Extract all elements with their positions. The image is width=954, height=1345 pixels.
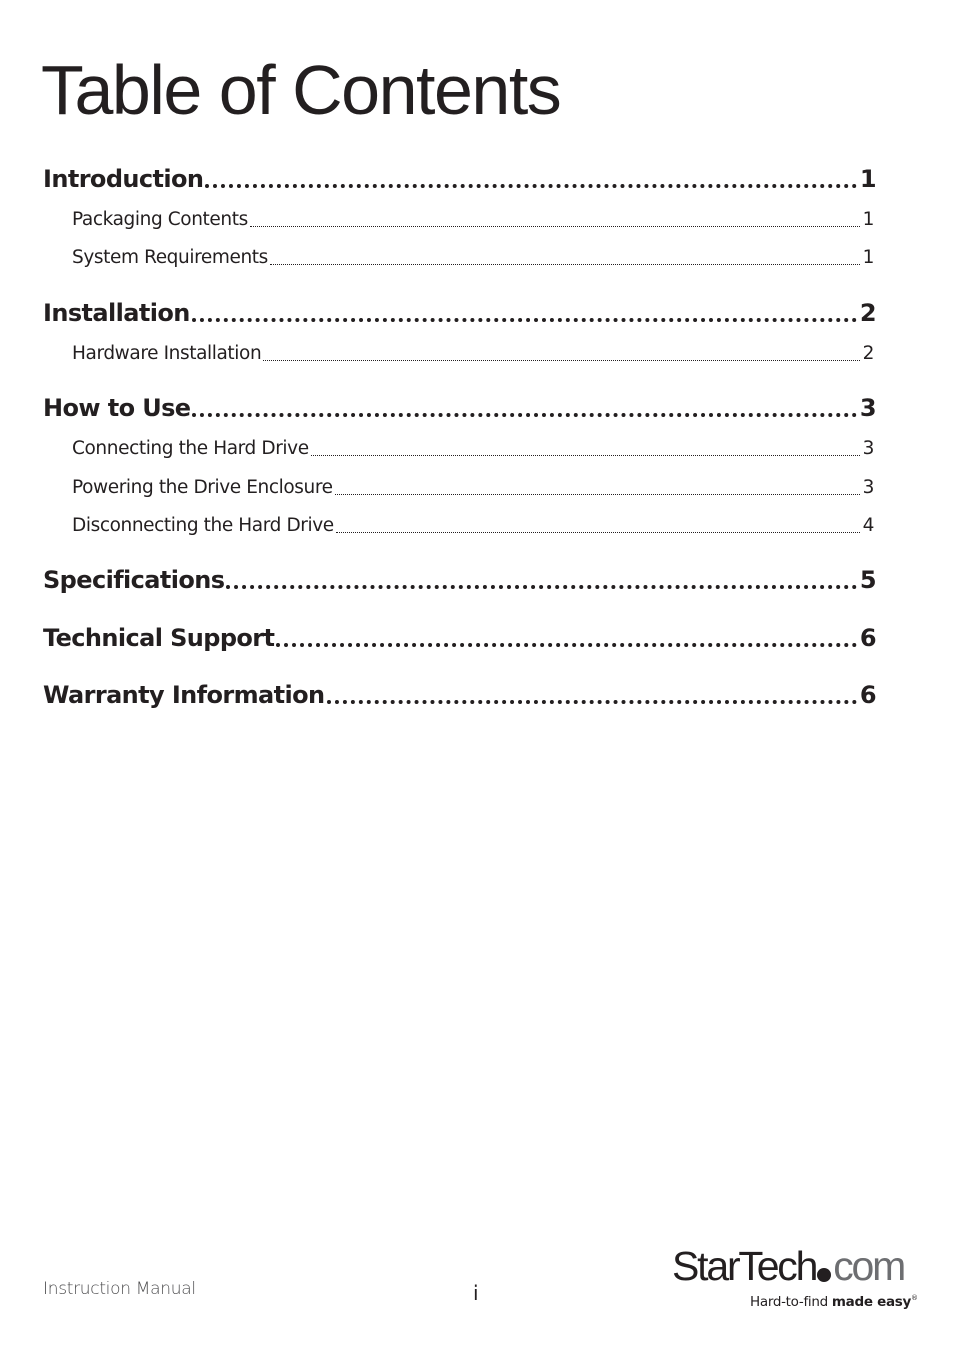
toc-entry-title: Warranty Information <box>43 681 325 709</box>
toc-dot-leader <box>192 393 856 423</box>
toc-entry-title: Packaging Contents <box>72 209 248 230</box>
toc-dot-leader <box>311 437 860 461</box>
toc-entry-title: Installation <box>43 299 190 327</box>
toc-entry-page: 3 <box>859 394 876 422</box>
table-of-contents <box>43 0 876 800</box>
footer-document-label: Instruction Manual <box>43 1279 196 1299</box>
toc-entry-page: 1 <box>862 247 874 268</box>
logo-tagline-bold: made easy <box>831 1294 911 1310</box>
toc-entry-connecting-the-hard-drive[interactable] <box>43 437 874 461</box>
toc-entry-title: Disconnecting the Hard Drive <box>72 515 334 536</box>
toc-dot-leader <box>276 623 856 653</box>
toc-entry-title: Specifications <box>43 566 225 594</box>
toc-entry-title: Introduction <box>43 165 204 193</box>
toc-entry-packaging-contents[interactable] <box>43 208 874 232</box>
toc-entry-powering-the-drive-enclosure[interactable] <box>43 476 874 500</box>
toc-dot-leader <box>335 476 860 500</box>
logo-dot-icon <box>817 1268 831 1282</box>
toc-entry-page: 2 <box>862 343 874 364</box>
toc-entry-installation[interactable] <box>43 298 876 328</box>
toc-entry-title: How to Use <box>43 394 191 422</box>
toc-dot-leader <box>327 680 857 710</box>
toc-entry-title: Powering the Drive Enclosure <box>72 477 333 498</box>
toc-entry-title: Hardware Installation <box>72 343 262 364</box>
toc-entry-technical-support[interactable] <box>43 623 876 653</box>
toc-dot-leader <box>205 164 857 194</box>
toc-entry-page: 3 <box>862 438 874 459</box>
toc-entry-title: System Requirements <box>72 247 268 268</box>
toc-entry-page: 5 <box>859 566 876 594</box>
logo-wordmark-suffix: com <box>833 1243 905 1289</box>
logo-tagline <box>750 1294 918 1310</box>
registered-mark-icon: ® <box>911 1294 918 1302</box>
toc-entry-page: 6 <box>859 681 876 709</box>
toc-dot-leader <box>263 342 859 366</box>
toc-dot-leader <box>250 208 860 232</box>
toc-entry-page: 2 <box>859 299 876 327</box>
logo-wordmark-main: StarTech <box>672 1243 817 1289</box>
startech-logo <box>668 1238 918 1318</box>
toc-dot-leader <box>336 514 860 538</box>
toc-entry-page: 6 <box>859 624 876 652</box>
toc-entry-specifications[interactable] <box>43 565 876 595</box>
toc-dot-leader <box>270 246 860 270</box>
toc-entry-disconnecting-the-hard-drive[interactable] <box>43 514 874 538</box>
toc-entry-title: Technical Support <box>43 624 275 652</box>
toc-entry-introduction[interactable] <box>43 164 876 194</box>
toc-entry-how-to-use[interactable] <box>43 393 876 423</box>
toc-entry-page: 4 <box>862 515 874 536</box>
footer-page-number: i <box>473 1281 479 1305</box>
page-title: Table of Contents <box>41 51 561 129</box>
toc-dot-leader <box>192 298 857 328</box>
logo-wordmark <box>672 1238 904 1294</box>
logo-tagline-light: Hard-to-find <box>750 1294 828 1310</box>
toc-entry-page: 1 <box>859 165 876 193</box>
toc-dot-leader <box>226 565 856 595</box>
toc-entry-warranty-information[interactable] <box>43 680 876 710</box>
toc-entry-page: 3 <box>862 477 874 498</box>
toc-entry-page: 1 <box>862 209 874 230</box>
toc-entry-title: Connecting the Hard Drive <box>72 438 309 459</box>
toc-entry-hardware-installation[interactable] <box>43 342 874 366</box>
toc-entry-system-requirements[interactable] <box>43 246 874 270</box>
